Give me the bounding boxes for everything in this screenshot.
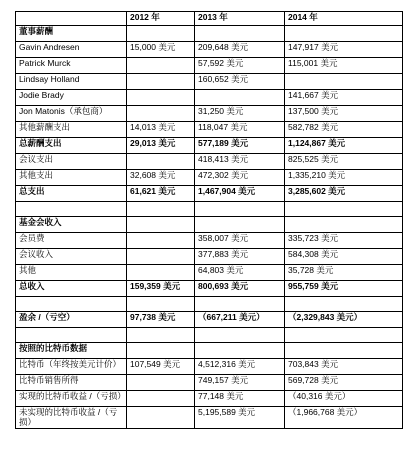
value-2014-cell: 35,728 美元 <box>285 265 403 281</box>
table-row <box>16 359 403 375</box>
value-2012-cell: 61,621 美元 <box>127 186 195 202</box>
table-row <box>16 407 403 429</box>
value-2014-cell <box>285 217 403 233</box>
spacer-row <box>16 297 403 312</box>
value-2014-cell: （40,316 美元） <box>285 391 403 407</box>
row-label-cell: 比特币（年终按美元计价） <box>16 359 127 375</box>
table-row <box>16 90 403 106</box>
value-2014-cell: 115,001 美元 <box>285 58 403 74</box>
header-cell-2012: 2012 年 <box>127 12 195 26</box>
row-label-cell: 会议收入 <box>16 249 127 265</box>
value-2014-cell: 335,723 美元 <box>285 233 403 249</box>
row-label-cell: 总支出 <box>16 186 127 202</box>
row-label-cell: 会员费 <box>16 233 127 249</box>
value-2013-cell: 209,648 美元 <box>195 42 285 58</box>
value-2012-cell <box>127 74 195 90</box>
value-2014-cell: 584,308 美元 <box>285 249 403 265</box>
value-2013-cell: 5,195,589 美元 <box>195 407 285 429</box>
row-label-cell: 董事薪酬 <box>16 26 127 42</box>
value-2012-cell <box>127 202 195 217</box>
value-2014-cell: 1,335,210 美元 <box>285 170 403 186</box>
row-label-cell: 总收入 <box>16 281 127 297</box>
value-2012-cell: 15,000 美元 <box>127 42 195 58</box>
table-row <box>16 186 403 202</box>
value-2013-cell: 57,592 美元 <box>195 58 285 74</box>
value-2014-cell <box>285 297 403 312</box>
table-row <box>16 138 403 154</box>
spacer-row <box>16 328 403 343</box>
value-2012-cell <box>127 297 195 312</box>
value-2012-cell <box>127 90 195 106</box>
value-2013-cell: 1,467,904 美元 <box>195 186 285 202</box>
value-2012-cell <box>127 217 195 233</box>
value-2012-cell <box>127 375 195 391</box>
table-row <box>16 217 403 233</box>
value-2014-cell <box>285 26 403 42</box>
value-2013-cell: 358,007 美元 <box>195 233 285 249</box>
table-row <box>16 375 403 391</box>
value-2014-cell: 3,285,602 美元 <box>285 186 403 202</box>
value-2012-cell <box>127 391 195 407</box>
value-2013-cell: 577,189 美元 <box>195 138 285 154</box>
row-label-cell: 盈余 /（亏空） <box>16 312 127 328</box>
value-2012-cell: 107,549 美元 <box>127 359 195 375</box>
value-2013-cell: 160,652 美元 <box>195 74 285 90</box>
value-2013-cell <box>195 297 285 312</box>
row-label-cell: 实现的比特币收益 /（亏损） <box>16 391 127 407</box>
header-cell-label <box>16 12 127 26</box>
value-2013-cell: 31,250 美元 <box>195 106 285 122</box>
value-2014-cell <box>285 74 403 90</box>
table-row <box>16 312 403 328</box>
table-body <box>16 12 403 429</box>
table-row <box>16 106 403 122</box>
row-label-cell: Patrick Murck <box>16 58 127 74</box>
row-label-cell <box>16 328 127 343</box>
table-row <box>16 343 403 359</box>
row-label-cell: Jon Matonis（承包商） <box>16 106 127 122</box>
value-2014-cell: 141,667 美元 <box>285 90 403 106</box>
row-label-cell: 其他 <box>16 265 127 281</box>
row-label-cell <box>16 202 127 217</box>
value-2014-cell <box>285 328 403 343</box>
financial-table <box>15 11 403 429</box>
value-2014-cell: 147,917 美元 <box>285 42 403 58</box>
value-2012-cell <box>127 106 195 122</box>
row-label-cell: 未实现的比特币收益 /（亏损） <box>16 407 127 429</box>
table-row <box>16 249 403 265</box>
value-2012-cell: 32,608 美元 <box>127 170 195 186</box>
header-cell-2013: 2013 年 <box>195 12 285 26</box>
value-2014-cell <box>285 202 403 217</box>
spacer-row <box>16 202 403 217</box>
row-label-cell: Gavin Andresen <box>16 42 127 58</box>
value-2012-cell <box>127 265 195 281</box>
row-label-cell: 其他薪酬支出 <box>16 122 127 138</box>
value-2014-cell: （1,966,768 美元） <box>285 407 403 429</box>
value-2012-cell <box>127 233 195 249</box>
value-2014-cell: 825,525 美元 <box>285 154 403 170</box>
value-2013-cell: 418,413 美元 <box>195 154 285 170</box>
value-2013-cell: 800,693 美元 <box>195 281 285 297</box>
value-2012-cell: 14,013 美元 <box>127 122 195 138</box>
table-row <box>16 122 403 138</box>
value-2013-cell <box>195 26 285 42</box>
table-row <box>16 170 403 186</box>
value-2013-cell <box>195 90 285 106</box>
value-2013-cell: 377,883 美元 <box>195 249 285 265</box>
header-row <box>16 12 403 26</box>
value-2013-cell: 118,047 美元 <box>195 122 285 138</box>
value-2013-cell: 77,148 美元 <box>195 391 285 407</box>
value-2014-cell: 137,500 美元 <box>285 106 403 122</box>
value-2012-cell <box>127 407 195 429</box>
row-label-cell: Jodie Brady <box>16 90 127 106</box>
row-label-cell: 比特币销售所得 <box>16 375 127 391</box>
value-2012-cell <box>127 249 195 265</box>
value-2013-cell: 4,512,316 美元 <box>195 359 285 375</box>
value-2012-cell: 159,359 美元 <box>127 281 195 297</box>
value-2014-cell: 955,759 美元 <box>285 281 403 297</box>
row-label-cell <box>16 297 127 312</box>
header-cell-2014: 2014 年 <box>285 12 403 26</box>
value-2013-cell: （667,211 美元） <box>195 312 285 328</box>
value-2012-cell <box>127 154 195 170</box>
value-2013-cell <box>195 202 285 217</box>
value-2014-cell <box>285 343 403 359</box>
table-row <box>16 42 403 58</box>
row-label-cell: 会议支出 <box>16 154 127 170</box>
table-row <box>16 58 403 74</box>
table-row <box>16 281 403 297</box>
table-row <box>16 233 403 249</box>
value-2013-cell <box>195 343 285 359</box>
value-2013-cell <box>195 328 285 343</box>
value-2014-cell: 703,843 美元 <box>285 359 403 375</box>
value-2013-cell: 472,302 美元 <box>195 170 285 186</box>
value-2013-cell: 64,803 美元 <box>195 265 285 281</box>
table-row <box>16 265 403 281</box>
value-2013-cell: 749,157 美元 <box>195 375 285 391</box>
value-2012-cell <box>127 58 195 74</box>
row-label-cell: 基金会收入 <box>16 217 127 233</box>
value-2014-cell: （2,329,843 美元） <box>285 312 403 328</box>
row-label-cell: 总薪酬支出 <box>16 138 127 154</box>
table-row <box>16 154 403 170</box>
value-2013-cell <box>195 217 285 233</box>
value-2014-cell: 582,782 美元 <box>285 122 403 138</box>
value-2012-cell <box>127 328 195 343</box>
table-row <box>16 391 403 407</box>
row-label-cell: 按照的比特币数据 <box>16 343 127 359</box>
table-row <box>16 74 403 90</box>
value-2014-cell: 1,124,867 美元 <box>285 138 403 154</box>
row-label-cell: 其他支出 <box>16 170 127 186</box>
value-2012-cell: 97,738 美元 <box>127 312 195 328</box>
value-2012-cell <box>127 343 195 359</box>
row-label-cell: Lindsay Holland <box>16 74 127 90</box>
value-2014-cell: 569,728 美元 <box>285 375 403 391</box>
value-2012-cell: 29,013 美元 <box>127 138 195 154</box>
table-row <box>16 26 403 42</box>
value-2012-cell <box>127 26 195 42</box>
